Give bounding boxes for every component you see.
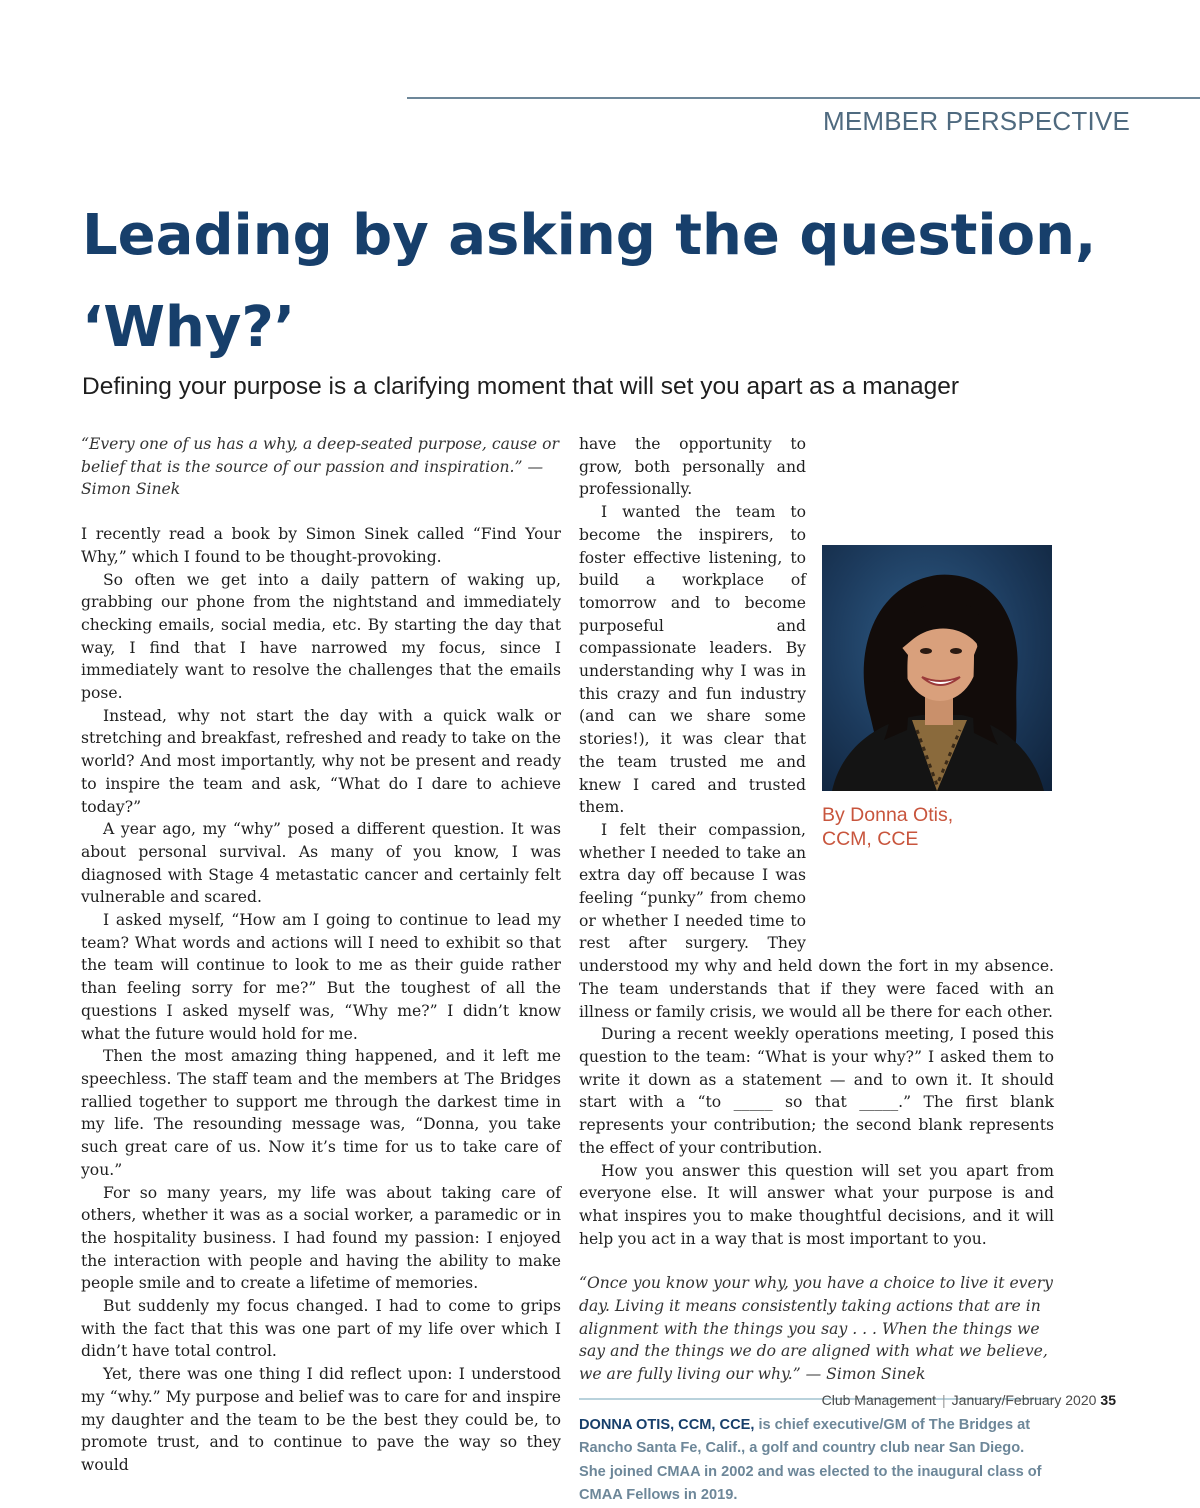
byline-credentials: CCM, CCE <box>822 828 919 850</box>
paragraph: Instead, why not start the day with a quick walk or stretching and breakfast, refreshed and ready to take on the world? And most importantly, why not be present and ready to inspire the team and ask, “What do I dare to achieve today?” <box>81 706 561 816</box>
page-number: 35 <box>1100 1392 1116 1408</box>
left-column <box>81 433 561 1477</box>
author-bio <box>579 1414 1054 1508</box>
author-photo-block <box>818 545 1054 948</box>
author-photo <box>822 545 1052 791</box>
right-column <box>579 433 1054 1508</box>
top-rule <box>407 97 1200 99</box>
paragraph: But suddenly my focus changed. I had to come to grips with the fact that this was one part of my life over which I didn’t have total control. <box>81 1297 561 1361</box>
article-subtitle: Defining your purpose is a clarifying moment that will set you apart as a manager <box>82 373 959 400</box>
paragraph: For so many years, my life was about taking care of others, whether it was as a social worker, a paramedic or in the hospitality business. I had found my passion: I enjoyed the interaction with people and having the ability to make people smile and to create a lifetime of memories. <box>81 1183 561 1293</box>
paragraph: During a recent weekly operations meeting, I posed this question to the team: “What is your why?” I asked them to write it down as a statement — and to own it. It should start with a “to _____ so that _____.” The first blank represents your contribution; the second blank represents the effect of your contribution. <box>579 1025 1054 1157</box>
paragraph: How you answer this question will set you apart from everyone else. It will answer what your purpose is and what inspires you to make thoughtful decisions, and it will help you act in a way that is most important to you. <box>579 1161 1054 1248</box>
byline <box>822 803 1054 851</box>
section-label: MEMBER PERSPECTIVE <box>823 106 1130 136</box>
opening-quote: “Every one of us has a why, a deep-seated purpose, cause or belief that is the source of our passion and inspiration.” — Simon Sinek <box>81 435 559 499</box>
page-footer <box>822 1392 1116 1408</box>
paragraph: So often we get into a daily pattern of waking up, grabbing our phone from the nightstand and immediately checking emails, social media, etc. By starting the day that way, I find that I have narrowed my focus, since I immediately want to resolve the challenges that the emails pose. <box>81 570 561 703</box>
paragraph: I asked myself, “How am I going to continue to lead my team? What words and actions will I need to exhibit so that the team will continue to look to me as their guide rather than feeling sorry for me?” But the toughest of all the questions I asked myself was, “Why me?” I didn’t know what the future would hold for me. <box>81 911 561 1043</box>
paragraph: I felt their compassion, whether I needed to take an extra day off because I was feeling “punky” from chemo or whether I needed time to rest after surgery. They understood my why and held down the fort in my absence. The team understands that if they were faced with an illness or family crisis, we would all be there for each other. <box>579 820 1054 1021</box>
paragraph: Yet, there was one thing I did reflect upon: I understood my “why.” My purpose and belief was to care for and inspire my daughter and the team to be the best they could be, to promote trust, and to continue to pave the way so they would <box>81 1365 561 1474</box>
bio-text: is chief executive/GM of The Bridges at Rancho Santa Fe, Calif., a golf and country club near San Diego. She joined CMAA in 2002 and was elected to the inaugural class of CMAA Fellows in 2019. <box>579 1416 1042 1504</box>
article-title: Leading by asking the question, ‘Why?’ <box>82 203 1097 360</box>
paragraph: I recently read a book by Simon Sinek called “Find Your Why,” which I found to be thought-provoking. <box>81 525 561 566</box>
footer-separator: | <box>942 1392 946 1408</box>
paragraph: I wanted the team to become the inspirers, to foster effective listening, to build a workplace of tomorrow and to become purposeful and compassionate leaders. By understanding why I was in this crazy and fun industry (and can we share some stories!), it was clear that the team trusted me and knew I cared and trusted them. <box>579 503 806 817</box>
paragraph: have the opportunity to grow, both personally and professionally. <box>579 435 806 499</box>
portrait-illustration <box>822 545 1052 791</box>
byline-name: By Donna Otis, <box>822 804 954 826</box>
paragraph: A year ago, my “why” posed a different question. It was about personal survival. As many of you know, I was diagnosed with Stage 4 metastatic cancer and certainly felt vulnerable and scared. <box>81 820 561 907</box>
bio-name: DONNA OTIS, CCM, CCE, <box>579 1416 755 1433</box>
paragraph: Then the most amazing thing happened, and it left me speechless. The staff team and the members at The Bridges rallied together to support me through the darkest time in my life. The resounding message was, “Donna, you take such great care of us. Now it’s time for us to take care of you.” <box>81 1047 561 1179</box>
publication-name: Club Management <box>821 1392 937 1408</box>
issue-date: January/February 2020 <box>951 1392 1097 1408</box>
closing-quote: “Once you know your why, you have a choice to live it every day. Living it means consistently taking actions that are in alignment with the things you say . . . When the things we say and the things we do are aligned with what we believe, we are fully living our why.” — Simon Sinek <box>579 1274 1053 1384</box>
